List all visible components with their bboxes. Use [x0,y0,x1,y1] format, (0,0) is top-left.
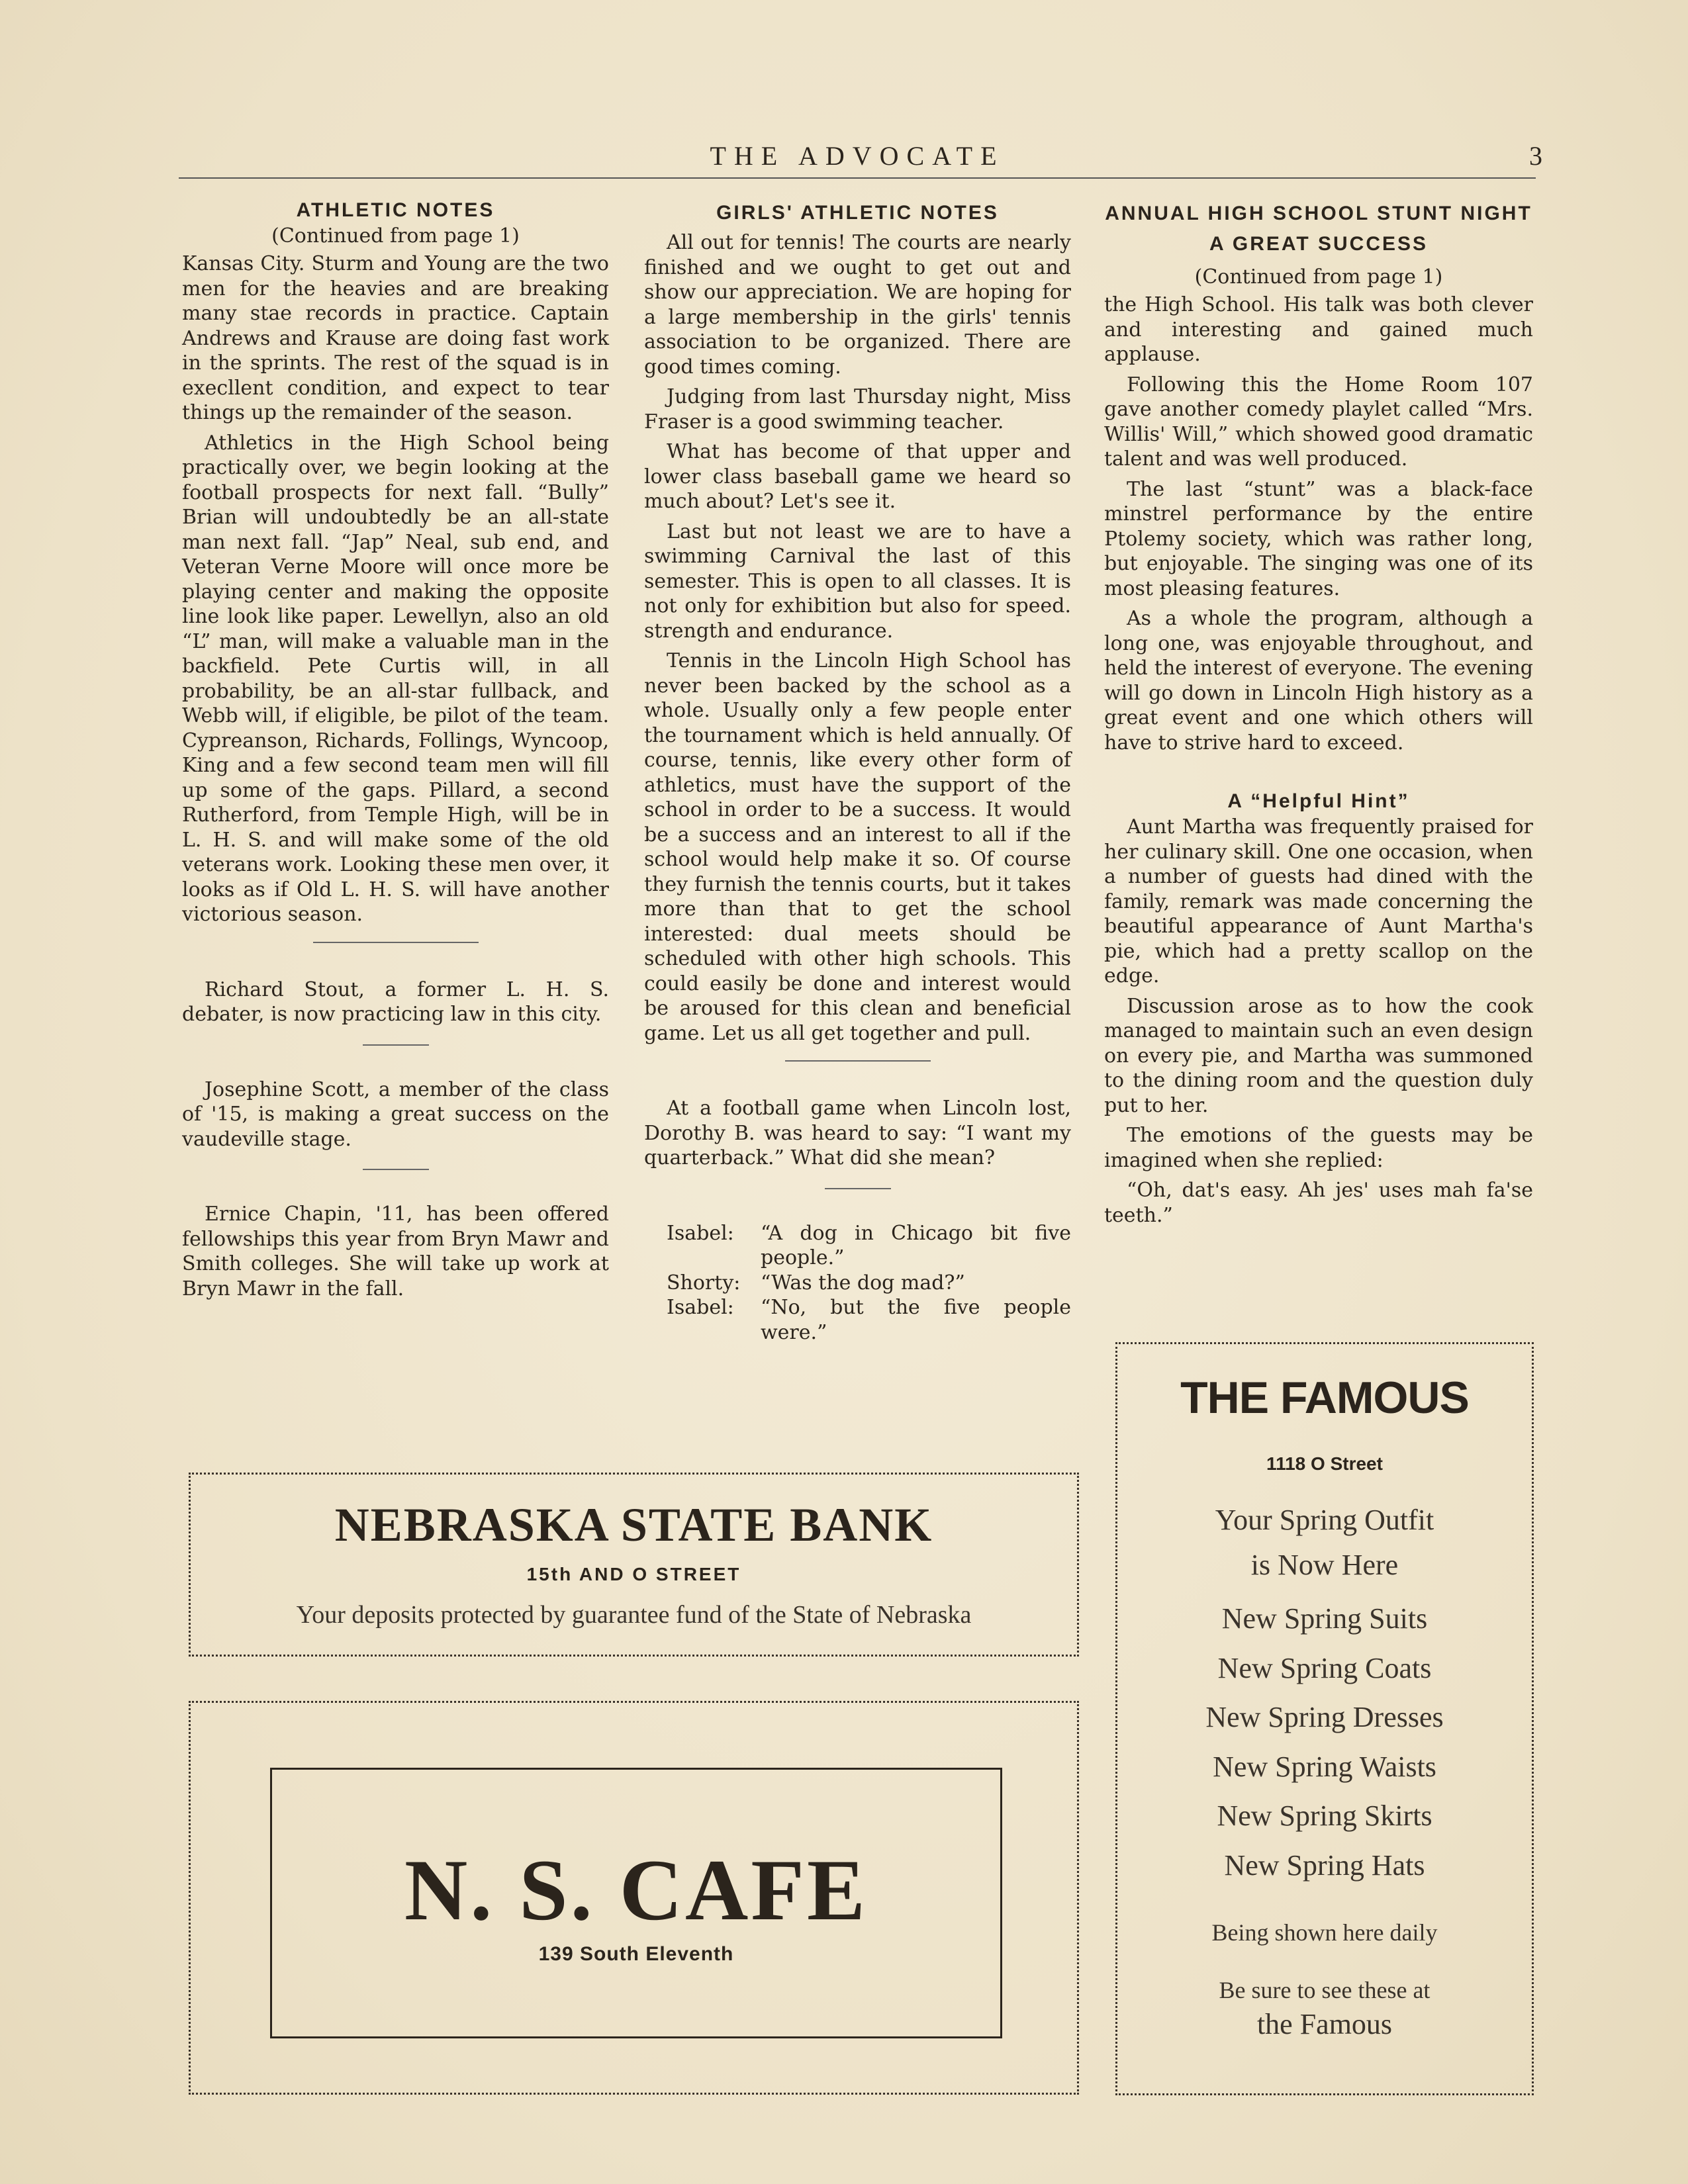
article-paragraph: Following this the Home Room 107 gave another comedy playlet called “Mrs. Willis' Will,” which showed good dramatic talent and was well produced. [1104,373,1533,471]
brief-chapin: Ernice Chapin, '11, has been offered fellowships this year from Bryn Mawr and Smith colleges. She will take up work at Bryn Mawr in the fall. [182,1203,609,1300]
article-paragraph: The emotions of the guests may be imagined when she replied: [1104,1124,1533,1172]
dialog-speaker: Shorty: [667,1271,741,1295]
dialog-text: “No, but the five people were.” [761,1296,1071,1344]
masthead [179,140,1542,180]
bank-name: NEBRASKA STATE BANK [334,1498,933,1551]
list-item: New Spring Dresses [1205,1701,1444,1733]
see-line: Be sure to see these at [1219,1977,1430,2003]
separator-rule [363,1169,429,1170]
article-paragraph: The last “stunt” was a black-face minstrel performance by the entire Ptolemy society, which was rather long, but enjoyable. The singing was one of its most pleasing features. [1104,477,1533,600]
article-paragraph: “Oh, dat's easy. Ah jes' uses mah fa'se teeth.” [1104,1179,1533,1227]
headline-line: Your Spring Outfit [1215,1504,1434,1536]
dialog-speaker: Isabel: [667,1221,734,1245]
column-athletic-notes [182,197,609,1306]
ad-ns-cafe [189,1701,1079,2095]
page-number: 3 [1529,141,1542,171]
shown-daily-note: Being shown here daily [1211,1919,1438,1946]
separator-rule [363,1044,429,1046]
continued-note: (Continued from page 1) [1194,265,1443,289]
dialog-line [644,1295,1071,1345]
article-paragraph: Last but not least we are to have a swimming Carnival the last of this semester. This is open to all classes. It is not only for exhibition but also for speed. strength and endurance. [644,520,1071,643]
dialog-text: “Was the dog mad?” [761,1271,965,1295]
store-headline [1117,1498,1532,1588]
ad-the-famous [1115,1342,1534,2095]
brief-stout: Richard Stout, a former L. H. S. debater, is now practicing law in this city. [182,978,609,1026]
store-address: 1118 O Street [1266,1453,1383,1474]
list-item: New Spring Skirts [1217,1799,1432,1832]
dialog-speaker: Isabel: [667,1296,734,1319]
helpful-hint-heading: A “Helpful Hint” [1227,790,1410,812]
see-line [1117,2007,1532,2043]
article-paragraph: Athletics in the High School being practically over, we begin looking at the football prospects for next fall. “Bully” Brian will undoubtedly be an all-state man next fall. “Jap” Neal, sub end, and Veteran Verne Moore will once more be playing center and making the opposite line look like paper. Lewellyn, also an old “L” man, will make a valuable man in the backfield. Pete Curtis will, in all probability, be an all-star fullback, and Webb will, if eligible, be pilot of the team. Cypreanson, Richards, Follings, Wyncoop, King and a few second team men will fill up some of the gaps. Pillard, a second Rutherford, from Temple High, will be in L. H. S. and will make some of the old veterans work. Looking these men over, it looks as if Old L. H. S. will have another victorious season. [182,431,609,926]
ad-nebraska-state-bank [189,1473,1079,1657]
athletic-notes-heading: ATHLETIC NOTES [296,199,495,221]
separator-rule [313,942,479,943]
headline-line: is Now Here [1250,1549,1399,1581]
masthead-rule [179,177,1536,179]
article-paragraph: Aunt Martha was frequently praised for her culinary skill. One one occasion, when a number of guests had dined with the family, remark was made concerning the beautiful appearance of Aunt Martha's pie, which had a pretty scallop on the edge. [1104,815,1533,987]
joke-dialog [644,1221,1071,1345]
article-paragraph: Kansas City. Sturm and Young are the two men for the heavies and are breaking many stae records in practice. Captain Andrews and Krause are doing fast work in the sprints. The rest of the squad is in execllent condition, and expect to tear things up the remainder of the season. [182,252,609,424]
list-item: New Spring Hats [1224,1848,1425,1882]
separator-rule [785,1060,931,1062]
column-stunt-night [1104,199,1533,1233]
article-paragraph: What has become of that upper and lower class baseball game we heard so much about? Let's see it. [644,440,1071,513]
brief-scott: Josephine Scott, a member of the class of '15, is making a great success on the vaudeville stage. [182,1077,609,1151]
continued-note: (Continued from page 1) [271,224,520,248]
article-paragraph: Discussion arose as to how the cook managed to maintain such an even design on every pie, and Martha was summoned to the dining room and the question duly put to her. [1104,994,1533,1117]
article-paragraph: Judging from last Thursday night, Miss Fraser is a good swimming teacher. [644,385,1071,433]
see-line-emphasis: the Famous [1256,2008,1393,2040]
separator-rule [825,1188,891,1189]
article-paragraph: All out for tennis! The courts are nearly finished and we ought to get out and show our appreciation. We are hoping for a large membership in the girls' tennis association to be organized. There are good times coming. [644,231,1071,379]
bank-address: 15th AND O STREET [526,1564,741,1584]
article-paragraph: Tennis in the Lincoln High School has never been backed by the school as a whole. Usually only a few people enter the tournament which is held annually. Of course, tennis, like every other form of athletics, must have the support of the school in order to be a success. It would be a success and an interest to all if the school would help make it so. Of course they furnish the tennis courts, but it takes more than that to get the school interested: dual meets should be scheduled with other high schools. This could easily be done and interest would be aroused for this clean and beneficial game. Let us all get together and pull. [644,649,1071,1045]
newspaper-title: THE ADVOCATE [710,141,1005,171]
girls-athletic-notes-heading: GIRLS' ATHLETIC NOTES [716,202,999,224]
stunt-night-heading: ANNUAL HIGH SCHOOL STUNT NIGHT A GREAT SUCCESS [1105,203,1532,255]
list-item: New Spring Coats [1217,1651,1432,1684]
football-anecdote: At a football game when Lincoln lost, Dorothy B. was heard to say: “I want my quarterback.” What did she mean? [644,1097,1071,1169]
dialog-line [644,1271,1071,1296]
column-girls-athletic-notes [644,200,1071,1345]
see-these-note [1117,1973,1532,2043]
dialog-text: “A dog in Chicago bit five people.” [761,1221,1071,1269]
dialog-line [644,1221,1071,1271]
store-name: THE FAMOUS [1180,1373,1469,1423]
cafe-address: 139 South Eleventh [538,1943,734,1965]
article-paragraph: the High School. His talk was both clever and interesting and gained much applause. [1104,293,1533,366]
spring-items-list [1117,1594,1532,1890]
cafe-name: N. S. CAFE [404,1841,868,1938]
list-item: New Spring Suits [1221,1602,1428,1635]
cafe-inner-frame [270,1768,1002,2038]
list-item: New Spring Waists [1213,1750,1436,1783]
article-paragraph: As a whole the program, although a long one, was enjoyable throughout, and held the interest of everyone. The evening will go down in Lincoln High history as a great event and one which others will have to strive hard to exceed. [1104,607,1533,754]
bank-tagline: Your deposits protected by guarantee fund of the State of Nebraska [296,1601,972,1629]
